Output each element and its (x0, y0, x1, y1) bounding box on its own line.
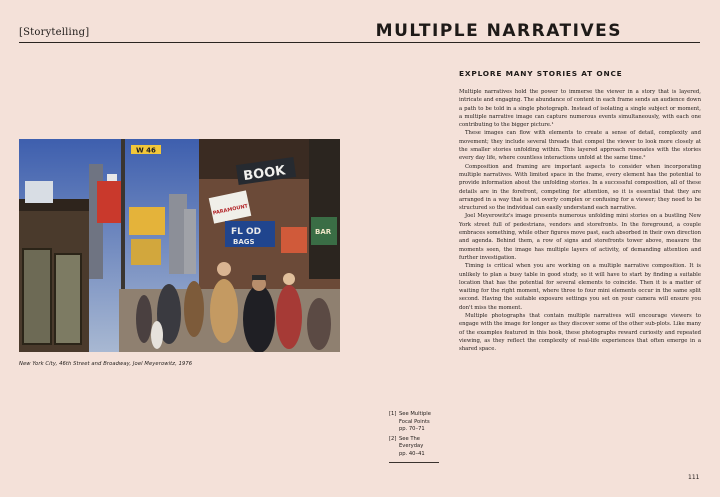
note-text: See The Everyday (399, 435, 424, 450)
paragraph: Multiple photographs that contain multiple narratives will encourage viewers to engage with the image for longer as they discover some of the other sub-plots. Like many of the examples featured in this book, these photographs reward curiosity and repeated viewing, as they reflect the complexity of real-life experiences that often emerge in a shared space. (459, 313, 701, 353)
sign-book-text: BOOK (242, 163, 287, 185)
note-item (389, 436, 445, 459)
section-tag: [Storytelling] (19, 27, 90, 38)
sign-bags-text: BAGS (233, 238, 255, 246)
paragraph: Multiple narratives hold the power to immerse the viewer in a story that is layered, intricate and engaging. The abundance of content in each frame sends an audience down a path to be told in a single photograph. Instead of isolating a single subject or moment, a multiple narrative image can capture numerous events simultaneously, with each one contributing to the bigger picture.¹ (459, 89, 701, 129)
photo-caption: New York City, 46th Street and Broadway, Joel Meyerowitz, 1976 (19, 361, 193, 367)
sign-bar-text: BAR (315, 228, 332, 236)
paragraph: These images can flow with elements to create a sense of detail, complexity and movement; they include several threads that compel the viewer to look more closely at the smaller stories unfolding within. This layered approach resonates with the stories every day life, where countless interactions unfold at the same time.² (459, 130, 701, 162)
sign-w46 (131, 145, 161, 155)
note-number: [2] (389, 435, 397, 442)
note-number: [1] (389, 411, 397, 417)
page-title: MULTIPLE NARRATIVES (375, 21, 622, 41)
sign-flood (225, 221, 275, 247)
paragraph: Timing is critical when you are working on a multiple narrative composition. It is unlikely to plan a busy table in good study, so it will have to start by finding a suitable location that has the potential for several elements to coincide. Then it is a matter of waiting for the right moment, where three to four mini elements occur in the same split second. Having the suitable exposure settings you set on your camera will ensure you don't miss the moment. (459, 263, 701, 311)
sign-bar (311, 217, 337, 245)
article-body (459, 88, 701, 354)
street-photograph (19, 139, 340, 352)
article-subheading: EXPLORE MANY STORIES AT ONCE (459, 69, 623, 78)
paragraph: Joel Meyerowitz's image presents numerous unfolding mini stories on a bustling New York street full of pedestrians, vendors and storefronts. In the foreground, a couple embraces something, while other figures move past, each absorbed in their own direction and agenda. Behind them, a row of signs and storefronts tower above, measure the moments seen, the image has multiple layers of activity, of demanding attention and further investigation. (459, 213, 701, 261)
notes-rule (389, 462, 439, 463)
sign-flood-text: FL OD (231, 227, 262, 237)
note-page: pp. 70–71 (399, 426, 425, 433)
note-item (389, 411, 445, 434)
sign-w46-text: W 46 (136, 146, 156, 155)
paragraph: Composition and framing are important aspects to consider when incorporating multiple narratives. With limited space in the frame, every element has the potential to provide information about the unfolding stories. In a successful composition, all of these details are in the forefront, competing for attention, so it is essential that they are arranged in a way that is not overly complex or confusing for a viewer; they need to be structured so the individual can easily understand each narrative. (459, 163, 701, 212)
header-rule (19, 42, 700, 43)
note-page: pp. 40–41 (399, 450, 425, 457)
page-number: 111 (688, 474, 700, 481)
sign-paramount-text: PARAMOUNT (212, 203, 249, 217)
note-text: See Multiple Focal Points (399, 411, 431, 425)
cross-reference-notes (389, 411, 445, 463)
